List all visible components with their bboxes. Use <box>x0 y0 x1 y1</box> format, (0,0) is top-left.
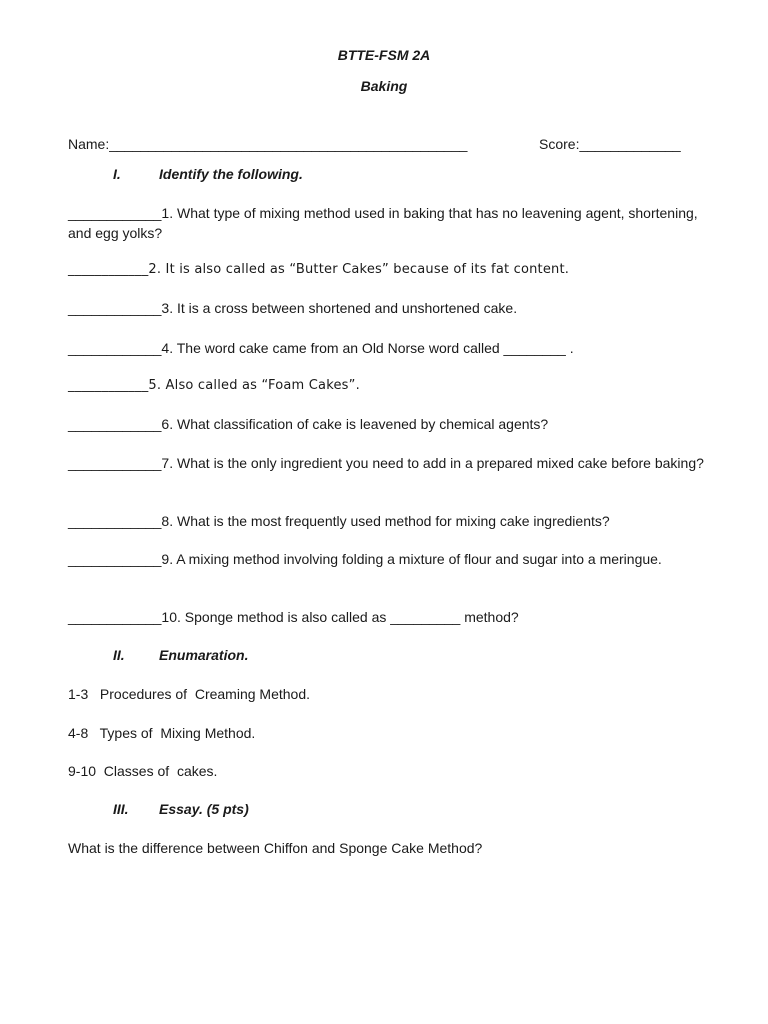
question-6: ____________6. What classification of cake is leavened by chemical agents? <box>68 416 549 432</box>
enumeration-item-3: 9-10 Classes of cakes. <box>68 763 218 779</box>
section-2-number: II. <box>113 647 125 663</box>
score-field: Score:_____________ <box>539 136 681 152</box>
document-subject: Baking <box>360 78 408 94</box>
question-1: ____________1. What type of mixing method used in baking that has no leavening agent, shortening, and egg yolks? <box>68 205 698 241</box>
question-5: ____________5. Also called as “Foam Cakes”. <box>68 378 360 393</box>
question-3: ____________3. It is a cross between shortened and unshortened cake. <box>68 300 518 316</box>
section-1-number: I. <box>113 166 121 182</box>
question-9: ____________9. A mixing method involving folding a mixture of flour and sugar into a meringue. <box>68 551 662 567</box>
document-code: BTTE-FSM 2A <box>337 47 431 63</box>
question-10: ____________10. Sponge method is also called as _________ method? <box>68 609 519 625</box>
enumeration-item-1: 1-3 Procedures of Creaming Method. <box>68 686 311 702</box>
question-4: ____________4. The word cake came from an Old Norse word called ________ . <box>68 340 574 356</box>
section-1-title: Identify the following. <box>159 166 303 182</box>
section-2-title: Enumaration. <box>159 647 249 663</box>
name-field: Name:______________________________________________ <box>68 136 468 152</box>
essay-question: What is the difference between Chiffon and Sponge Cake Method? <box>68 840 483 856</box>
enumeration-item-2: 4-8 Types of Mixing Method. <box>68 725 256 741</box>
section-3-title: Essay. (5 pts) <box>159 801 249 817</box>
question-7: ____________7. What is the only ingredient you need to add in a prepared mixed cake before baking? <box>68 455 704 471</box>
question-8: ____________8. What is the most frequently used method for mixing cake ingredients? <box>68 513 610 529</box>
question-2: ____________2. It is also called as “Butter Cakes” because of its fat content. <box>68 262 570 277</box>
section-3-number: III. <box>113 801 129 817</box>
